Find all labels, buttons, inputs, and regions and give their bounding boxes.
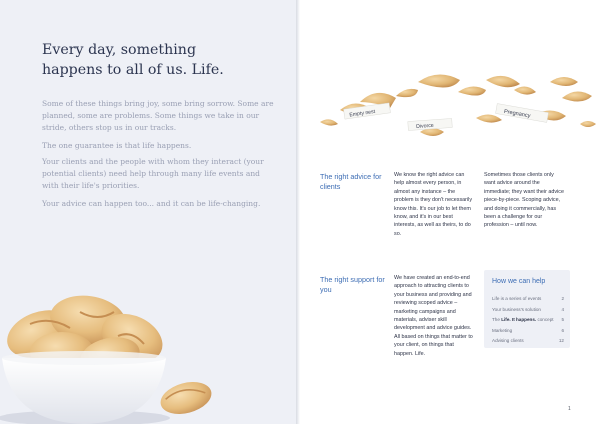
intro-paragraph-1: Some of these things bring joy, some bring sorrow. Some are planned, some are problems. Some things we take in our stride, others stop us in our tracks. (42, 99, 274, 133)
section-heading-support: The right support for you (320, 275, 385, 294)
advice-column-1: We know the right advice can help almost every person, in almost any instance – the problem is they don't necessarily know this. It's our job to let them know, and it's in our best interests, as well as theirs, to do so. (394, 172, 473, 237)
toc-item-label: Life is a series of events (492, 296, 542, 301)
section-heading-advice: The right advice for clients (320, 172, 382, 191)
intro-paragraph-4: Your advice can happen too... and it can be life-changing. (42, 199, 261, 208)
broken-fortune-cookies-photo (300, 62, 600, 146)
toc-item-page: 5 (561, 317, 564, 323)
toc-item[interactable] (492, 315, 564, 326)
intro-paragraph-2: The one guarantee is that life happens. (42, 141, 192, 150)
toc-item-label: The Life. It happens. concept (492, 317, 554, 323)
toc-item[interactable] (492, 294, 564, 305)
left-page (0, 0, 296, 424)
advice-column-2: Sometimes those clients only want advice around the immediate; they want their advice piece-by-piece. Scoping advice, and doing it commercially, has been a challenge for our profession – until now. (484, 172, 564, 229)
fortune-slip-pregnancy (496, 104, 549, 123)
toc-item-page: 2 (561, 296, 564, 301)
toc-item-label: Marketing (492, 327, 513, 333)
page-number: 1 (568, 406, 571, 412)
toc-item-page: 4 (561, 306, 564, 312)
toc-item-page: 12 (558, 338, 564, 344)
headline (42, 40, 272, 80)
headline-line-1: Every day, something (42, 42, 197, 58)
slip-text-pregnancy: Pregnancy (503, 108, 531, 120)
how-we-can-help-box (484, 270, 570, 348)
fortune-cookie-bowl-photo (0, 272, 296, 424)
right-page (300, 0, 600, 424)
toc-item[interactable] (492, 336, 564, 347)
toc-item[interactable] (492, 305, 564, 316)
cookie-pieces (320, 74, 596, 136)
intro-paragraph-3: Your clients and the people with whom they interact (your potential clients) need help through many life events and with their life's priorities. (42, 157, 264, 191)
toc-list (492, 294, 564, 347)
fortune-slip-divorce (408, 118, 453, 130)
toc-item-page: 6 (561, 327, 564, 333)
slip-text-divorce: Divorce (415, 122, 434, 130)
toc-title: How we can help (492, 278, 546, 285)
support-column-1: We have created an end-to-end approach to attracting clients to your business and providing and reviewing scoped advice – marketing campaigns and materials, adviser skill development and advice guides. All based on things that matter to your client, on things that happen. Life. (394, 275, 473, 357)
headline-line-2: happens to all of us. Life. (42, 62, 224, 78)
toc-item-label: Your business's solution (492, 306, 541, 312)
slip-text-empty-nest: Empty nest (349, 108, 376, 119)
toc-item[interactable] (492, 326, 564, 337)
loose-cookie (157, 377, 215, 419)
toc-item-label: Advising clients (492, 338, 524, 344)
